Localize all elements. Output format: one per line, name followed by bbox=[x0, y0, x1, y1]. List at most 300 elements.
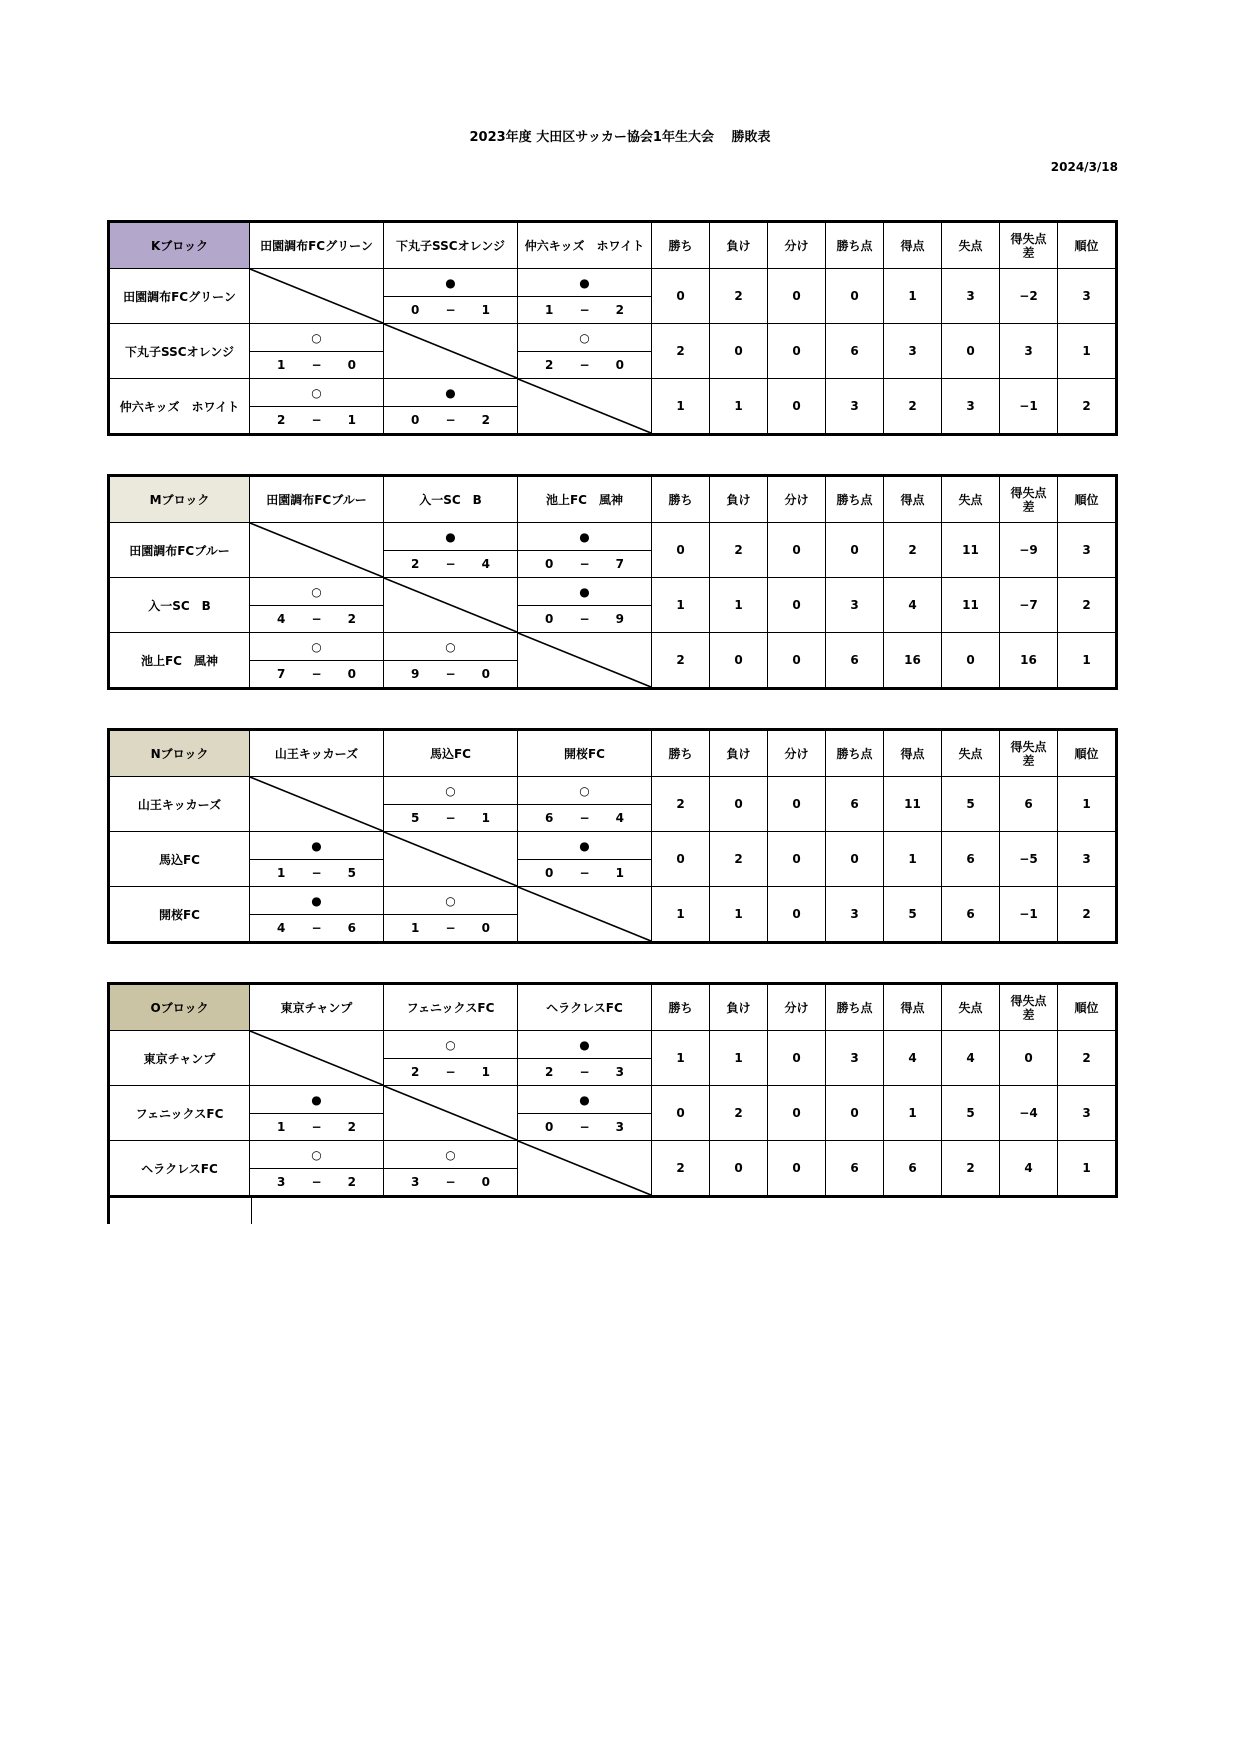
score-opponent: 2 bbox=[347, 1175, 356, 1189]
stat-points: 3 bbox=[826, 578, 884, 633]
score-own: 2 bbox=[411, 557, 420, 571]
match-score bbox=[518, 860, 652, 887]
self-match-diagonal bbox=[384, 1086, 518, 1141]
loss-mark-icon: ● bbox=[384, 523, 518, 551]
stat-points: 0 bbox=[826, 269, 884, 324]
match-score bbox=[384, 915, 518, 943]
match-score bbox=[518, 352, 652, 379]
match-score bbox=[384, 1059, 518, 1086]
header-goals-against: 失点 bbox=[942, 730, 1000, 777]
block-name: Nブロック bbox=[109, 730, 250, 777]
header-points: 勝ち点 bbox=[826, 222, 884, 269]
team-row bbox=[109, 777, 1117, 805]
score-separator: − bbox=[579, 358, 590, 372]
win-mark-icon: ○ bbox=[250, 633, 384, 661]
column-team-name: 山王キッカーズ bbox=[250, 730, 384, 777]
stat-goals-against: 4 bbox=[942, 1031, 1000, 1086]
stat-goals-against: 5 bbox=[942, 777, 1000, 832]
stat-draws: 0 bbox=[768, 578, 826, 633]
column-team-name: 下丸子SSCオレンジ bbox=[384, 222, 518, 269]
team-row bbox=[109, 1086, 1117, 1114]
column-team-name: 東京チャンプ bbox=[250, 984, 384, 1031]
stat-draws: 0 bbox=[768, 832, 826, 887]
team-row bbox=[109, 269, 1117, 297]
score-own: 2 bbox=[545, 358, 554, 372]
stat-goal-difference: −5 bbox=[1000, 832, 1058, 887]
win-mark-icon: ○ bbox=[250, 578, 384, 606]
row-team-name: 池上FC 風神 bbox=[109, 633, 250, 689]
stat-draws: 0 bbox=[768, 269, 826, 324]
header-wins: 勝ち bbox=[652, 984, 710, 1031]
row-team-name: 田園調布FCブルー bbox=[109, 523, 250, 578]
score-own: 2 bbox=[545, 1065, 554, 1079]
stat-goals-against: 0 bbox=[942, 633, 1000, 689]
match-score bbox=[518, 1059, 652, 1086]
score-opponent: 0 bbox=[347, 667, 356, 681]
match-score bbox=[250, 1114, 384, 1141]
empty-cell-fragment bbox=[107, 1196, 252, 1224]
stat-wins: 1 bbox=[652, 578, 710, 633]
match-score bbox=[250, 407, 384, 435]
document-date: 2024/3/18 bbox=[1050, 160, 1118, 174]
score-own: 3 bbox=[411, 1175, 420, 1189]
score-own: 0 bbox=[411, 413, 420, 427]
score-own: 1 bbox=[277, 866, 286, 880]
stat-losses: 0 bbox=[710, 324, 768, 379]
stat-goals-for: 16 bbox=[884, 633, 942, 689]
column-team-name: フェニックスFC bbox=[384, 984, 518, 1031]
row-team-name: 馬込FC bbox=[109, 832, 250, 887]
stat-goals-for: 4 bbox=[884, 1031, 942, 1086]
score-separator: − bbox=[445, 557, 456, 571]
score-own: 1 bbox=[545, 303, 554, 317]
score-own: 5 bbox=[411, 811, 420, 825]
score-separator: − bbox=[311, 358, 322, 372]
score-own: 9 bbox=[411, 667, 420, 681]
row-team-name: フェニックスFC bbox=[109, 1086, 250, 1141]
stat-wins: 2 bbox=[652, 324, 710, 379]
stat-goals-for: 4 bbox=[884, 578, 942, 633]
stat-points: 6 bbox=[826, 777, 884, 832]
score-opponent: 0 bbox=[481, 1175, 490, 1189]
stat-wins: 0 bbox=[652, 1086, 710, 1141]
team-row bbox=[109, 633, 1117, 661]
stat-draws: 0 bbox=[768, 1031, 826, 1086]
block-name: Oブロック bbox=[109, 984, 250, 1031]
score-opponent: 1 bbox=[347, 413, 356, 427]
header-rank: 順位 bbox=[1058, 730, 1117, 777]
header-goals-against: 失点 bbox=[942, 476, 1000, 523]
score-own: 7 bbox=[277, 667, 286, 681]
block-name: Mブロック bbox=[109, 476, 250, 523]
header-points: 勝ち点 bbox=[826, 476, 884, 523]
column-team-name: 開桜FC bbox=[518, 730, 652, 777]
score-separator: − bbox=[311, 1175, 322, 1189]
win-mark-icon: ○ bbox=[250, 324, 384, 352]
stat-points: 6 bbox=[826, 1141, 884, 1197]
page-title: 2023年度 大田区サッカー協会1年生大会 勝敗表 bbox=[469, 130, 771, 145]
stat-goals-against: 6 bbox=[942, 832, 1000, 887]
score-opponent: 3 bbox=[615, 1120, 624, 1134]
column-team-name: 入一SC B bbox=[384, 476, 518, 523]
score-opponent: 1 bbox=[481, 811, 490, 825]
score-separator: − bbox=[311, 921, 322, 935]
block-table bbox=[107, 982, 1118, 1198]
stat-wins: 2 bbox=[652, 777, 710, 832]
score-opponent: 2 bbox=[615, 303, 624, 317]
score-opponent: 2 bbox=[481, 413, 490, 427]
stat-rank: 3 bbox=[1058, 832, 1117, 887]
self-match-diagonal bbox=[384, 324, 518, 379]
score-separator: − bbox=[445, 921, 456, 935]
score-separator: − bbox=[579, 557, 590, 571]
stat-points: 3 bbox=[826, 1031, 884, 1086]
stat-draws: 0 bbox=[768, 1141, 826, 1197]
stat-rank: 3 bbox=[1058, 269, 1117, 324]
match-score bbox=[250, 1169, 384, 1197]
header-goal-difference: 得失点差 bbox=[1000, 984, 1058, 1031]
stat-goals-for: 6 bbox=[884, 1141, 942, 1197]
stat-losses: 0 bbox=[710, 777, 768, 832]
loss-mark-icon: ● bbox=[250, 832, 384, 860]
loss-mark-icon: ● bbox=[518, 578, 652, 606]
stat-goals-against: 3 bbox=[942, 269, 1000, 324]
self-match-diagonal bbox=[384, 578, 518, 633]
stat-rank: 1 bbox=[1058, 777, 1117, 832]
score-opponent: 0 bbox=[347, 358, 356, 372]
win-mark-icon: ○ bbox=[384, 887, 518, 915]
score-opponent: 2 bbox=[347, 612, 356, 626]
score-opponent: 5 bbox=[347, 866, 356, 880]
stat-wins: 2 bbox=[652, 1141, 710, 1197]
score-own: 2 bbox=[411, 1065, 420, 1079]
row-team-name: 東京チャンプ bbox=[109, 1031, 250, 1086]
self-match-diagonal bbox=[518, 633, 652, 689]
stat-goals-for: 1 bbox=[884, 832, 942, 887]
stat-draws: 0 bbox=[768, 777, 826, 832]
column-team-name: 池上FC 風神 bbox=[518, 476, 652, 523]
team-row bbox=[109, 379, 1117, 407]
score-opponent: 4 bbox=[615, 811, 624, 825]
match-score bbox=[250, 606, 384, 633]
win-mark-icon: ○ bbox=[518, 777, 652, 805]
loss-mark-icon: ● bbox=[518, 523, 652, 551]
stat-goals-for: 2 bbox=[884, 379, 942, 435]
stat-draws: 0 bbox=[768, 1086, 826, 1141]
stat-goal-difference: 4 bbox=[1000, 1141, 1058, 1197]
header-goals-for: 得点 bbox=[884, 476, 942, 523]
stat-goal-difference: 0 bbox=[1000, 1031, 1058, 1086]
stat-losses: 2 bbox=[710, 523, 768, 578]
stat-rank: 2 bbox=[1058, 578, 1117, 633]
self-match-diagonal bbox=[250, 269, 384, 324]
loss-mark-icon: ● bbox=[250, 887, 384, 915]
header-draws: 分け bbox=[768, 730, 826, 777]
score-own: 2 bbox=[277, 413, 286, 427]
column-team-name: 田園調布FCブルー bbox=[250, 476, 384, 523]
score-separator: − bbox=[579, 612, 590, 626]
stat-rank: 2 bbox=[1058, 1031, 1117, 1086]
stat-points: 3 bbox=[826, 379, 884, 435]
match-score bbox=[518, 1114, 652, 1141]
score-separator: − bbox=[445, 303, 456, 317]
match-score bbox=[518, 297, 652, 324]
team-row bbox=[109, 1141, 1117, 1169]
stat-goals-against: 3 bbox=[942, 379, 1000, 435]
win-mark-icon: ○ bbox=[384, 1031, 518, 1059]
stat-wins: 1 bbox=[652, 379, 710, 435]
match-score bbox=[384, 805, 518, 832]
self-match-diagonal bbox=[518, 1141, 652, 1197]
self-match-diagonal bbox=[518, 887, 652, 943]
header-rank: 順位 bbox=[1058, 222, 1117, 269]
stat-goal-difference: 3 bbox=[1000, 324, 1058, 379]
stat-goal-difference: −1 bbox=[1000, 379, 1058, 435]
header-goals-for: 得点 bbox=[884, 222, 942, 269]
header-goal-difference: 得失点差 bbox=[1000, 730, 1058, 777]
loss-mark-icon: ● bbox=[518, 832, 652, 860]
header-rank: 順位 bbox=[1058, 476, 1117, 523]
stat-goals-against: 5 bbox=[942, 1086, 1000, 1141]
score-opponent: 1 bbox=[481, 1065, 490, 1079]
header-wins: 勝ち bbox=[652, 222, 710, 269]
block-table bbox=[107, 220, 1118, 436]
stat-goal-difference: −7 bbox=[1000, 578, 1058, 633]
score-opponent: 7 bbox=[615, 557, 624, 571]
win-mark-icon: ○ bbox=[518, 324, 652, 352]
stat-losses: 1 bbox=[710, 1031, 768, 1086]
score-own: 1 bbox=[277, 358, 286, 372]
loss-mark-icon: ● bbox=[384, 269, 518, 297]
score-separator: − bbox=[311, 1120, 322, 1134]
score-own: 3 bbox=[277, 1175, 286, 1189]
stat-wins: 1 bbox=[652, 1031, 710, 1086]
stat-losses: 2 bbox=[710, 1086, 768, 1141]
win-mark-icon: ○ bbox=[250, 1141, 384, 1169]
loss-mark-icon: ● bbox=[518, 1086, 652, 1114]
score-opponent: 9 bbox=[615, 612, 624, 626]
stat-losses: 0 bbox=[710, 1141, 768, 1197]
stat-losses: 1 bbox=[710, 887, 768, 943]
stat-losses: 1 bbox=[710, 379, 768, 435]
stat-rank: 3 bbox=[1058, 1086, 1117, 1141]
score-own: 1 bbox=[277, 1120, 286, 1134]
match-score bbox=[518, 805, 652, 832]
score-separator: − bbox=[579, 1065, 590, 1079]
header-losses: 負け bbox=[710, 222, 768, 269]
score-own: 0 bbox=[545, 557, 554, 571]
stat-wins: 0 bbox=[652, 832, 710, 887]
stat-goal-difference: −2 bbox=[1000, 269, 1058, 324]
stat-goals-against: 11 bbox=[942, 578, 1000, 633]
score-own: 4 bbox=[277, 921, 286, 935]
column-team-name: 田園調布FCグリーン bbox=[250, 222, 384, 269]
score-own: 6 bbox=[545, 811, 554, 825]
header-goals-against: 失点 bbox=[942, 222, 1000, 269]
score-separator: − bbox=[445, 811, 456, 825]
stat-points: 0 bbox=[826, 523, 884, 578]
win-mark-icon: ○ bbox=[384, 633, 518, 661]
match-score bbox=[384, 1169, 518, 1197]
score-opponent: 3 bbox=[615, 1065, 624, 1079]
header-wins: 勝ち bbox=[652, 476, 710, 523]
score-opponent: 1 bbox=[481, 303, 490, 317]
score-own: 0 bbox=[545, 866, 554, 880]
score-opponent: 0 bbox=[481, 921, 490, 935]
score-own: 4 bbox=[277, 612, 286, 626]
score-opponent: 0 bbox=[615, 358, 624, 372]
stat-goals-for: 1 bbox=[884, 1086, 942, 1141]
score-opponent: 6 bbox=[347, 921, 356, 935]
header-losses: 負け bbox=[710, 476, 768, 523]
header-losses: 負け bbox=[710, 730, 768, 777]
stat-goals-against: 11 bbox=[942, 523, 1000, 578]
stat-goal-difference: 16 bbox=[1000, 633, 1058, 689]
stat-goals-against: 6 bbox=[942, 887, 1000, 943]
score-own: 0 bbox=[545, 1120, 554, 1134]
row-team-name: ヘラクレスFC bbox=[109, 1141, 250, 1197]
row-team-name: 仲六キッズ ホワイト bbox=[109, 379, 250, 435]
stat-losses: 2 bbox=[710, 832, 768, 887]
score-separator: − bbox=[579, 303, 590, 317]
stat-wins: 1 bbox=[652, 887, 710, 943]
stat-rank: 3 bbox=[1058, 523, 1117, 578]
row-team-name: 下丸子SSCオレンジ bbox=[109, 324, 250, 379]
score-own: 1 bbox=[411, 921, 420, 935]
team-row bbox=[109, 324, 1117, 352]
score-separator: − bbox=[311, 667, 322, 681]
score-separator: − bbox=[311, 612, 322, 626]
row-team-name: 入一SC B bbox=[109, 578, 250, 633]
team-row bbox=[109, 578, 1117, 606]
row-team-name: 山王キッカーズ bbox=[109, 777, 250, 832]
match-score bbox=[250, 915, 384, 943]
self-match-diagonal bbox=[384, 832, 518, 887]
header-goal-difference: 得失点差 bbox=[1000, 222, 1058, 269]
match-score bbox=[384, 297, 518, 324]
stat-rank: 1 bbox=[1058, 324, 1117, 379]
stat-goal-difference: 6 bbox=[1000, 777, 1058, 832]
stat-draws: 0 bbox=[768, 324, 826, 379]
match-score bbox=[384, 661, 518, 689]
score-separator: − bbox=[579, 811, 590, 825]
row-team-name: 開桜FC bbox=[109, 887, 250, 943]
score-separator: − bbox=[311, 866, 322, 880]
header-losses: 負け bbox=[710, 984, 768, 1031]
header-points: 勝ち点 bbox=[826, 730, 884, 777]
stat-draws: 0 bbox=[768, 633, 826, 689]
score-separator: − bbox=[311, 413, 322, 427]
column-team-name: 仲六キッズ ホワイト bbox=[518, 222, 652, 269]
stat-goals-for: 3 bbox=[884, 324, 942, 379]
header-goals-against: 失点 bbox=[942, 984, 1000, 1031]
stat-losses: 1 bbox=[710, 578, 768, 633]
team-row bbox=[109, 832, 1117, 860]
score-own: 0 bbox=[545, 612, 554, 626]
header-goals-for: 得点 bbox=[884, 984, 942, 1031]
match-score bbox=[384, 407, 518, 435]
match-score bbox=[518, 551, 652, 578]
header-draws: 分け bbox=[768, 476, 826, 523]
match-score bbox=[518, 606, 652, 633]
stat-goal-difference: −9 bbox=[1000, 523, 1058, 578]
loss-mark-icon: ● bbox=[250, 1086, 384, 1114]
self-match-diagonal bbox=[518, 379, 652, 435]
header-rank: 順位 bbox=[1058, 984, 1117, 1031]
win-mark-icon: ○ bbox=[384, 1141, 518, 1169]
score-opponent: 0 bbox=[481, 667, 490, 681]
stat-goals-for: 1 bbox=[884, 269, 942, 324]
header-draws: 分け bbox=[768, 984, 826, 1031]
match-score bbox=[250, 860, 384, 887]
header-wins: 勝ち bbox=[652, 730, 710, 777]
stat-points: 6 bbox=[826, 633, 884, 689]
stat-rank: 1 bbox=[1058, 633, 1117, 689]
score-separator: − bbox=[445, 1175, 456, 1189]
stat-losses: 0 bbox=[710, 633, 768, 689]
loss-mark-icon: ● bbox=[518, 1031, 652, 1059]
team-row bbox=[109, 887, 1117, 915]
win-mark-icon: ○ bbox=[250, 379, 384, 407]
stat-goals-against: 2 bbox=[942, 1141, 1000, 1197]
self-match-diagonal bbox=[250, 1031, 384, 1086]
stat-goal-difference: −1 bbox=[1000, 887, 1058, 943]
header-draws: 分け bbox=[768, 222, 826, 269]
stat-draws: 0 bbox=[768, 379, 826, 435]
stat-wins: 0 bbox=[652, 523, 710, 578]
stat-points: 6 bbox=[826, 324, 884, 379]
stat-wins: 0 bbox=[652, 269, 710, 324]
score-opponent: 1 bbox=[615, 866, 624, 880]
score-separator: − bbox=[445, 1065, 456, 1079]
loss-mark-icon: ● bbox=[384, 379, 518, 407]
block-table bbox=[107, 474, 1118, 690]
self-match-diagonal bbox=[250, 777, 384, 832]
score-opponent: 4 bbox=[481, 557, 490, 571]
header-goals-for: 得点 bbox=[884, 730, 942, 777]
stat-goals-against: 0 bbox=[942, 324, 1000, 379]
stat-draws: 0 bbox=[768, 523, 826, 578]
block-table bbox=[107, 728, 1118, 944]
column-team-name: 馬込FC bbox=[384, 730, 518, 777]
score-separator: − bbox=[445, 413, 456, 427]
header-points: 勝ち点 bbox=[826, 984, 884, 1031]
match-score bbox=[384, 551, 518, 578]
stat-goals-for: 11 bbox=[884, 777, 942, 832]
team-row bbox=[109, 523, 1117, 551]
score-own: 0 bbox=[411, 303, 420, 317]
stat-points: 3 bbox=[826, 887, 884, 943]
row-team-name: 田園調布FCグリーン bbox=[109, 269, 250, 324]
stat-rank: 2 bbox=[1058, 887, 1117, 943]
stat-rank: 1 bbox=[1058, 1141, 1117, 1197]
stat-goal-difference: −4 bbox=[1000, 1086, 1058, 1141]
stat-rank: 2 bbox=[1058, 379, 1117, 435]
score-opponent: 2 bbox=[347, 1120, 356, 1134]
loss-mark-icon: ● bbox=[518, 269, 652, 297]
score-separator: − bbox=[579, 1120, 590, 1134]
stat-goals-for: 5 bbox=[884, 887, 942, 943]
match-score bbox=[250, 352, 384, 379]
block-name: Kブロック bbox=[109, 222, 250, 269]
column-team-name: ヘラクレスFC bbox=[518, 984, 652, 1031]
score-separator: − bbox=[579, 866, 590, 880]
stat-points: 0 bbox=[826, 832, 884, 887]
stat-goals-for: 2 bbox=[884, 523, 942, 578]
stat-points: 0 bbox=[826, 1086, 884, 1141]
stat-losses: 2 bbox=[710, 269, 768, 324]
win-mark-icon: ○ bbox=[384, 777, 518, 805]
